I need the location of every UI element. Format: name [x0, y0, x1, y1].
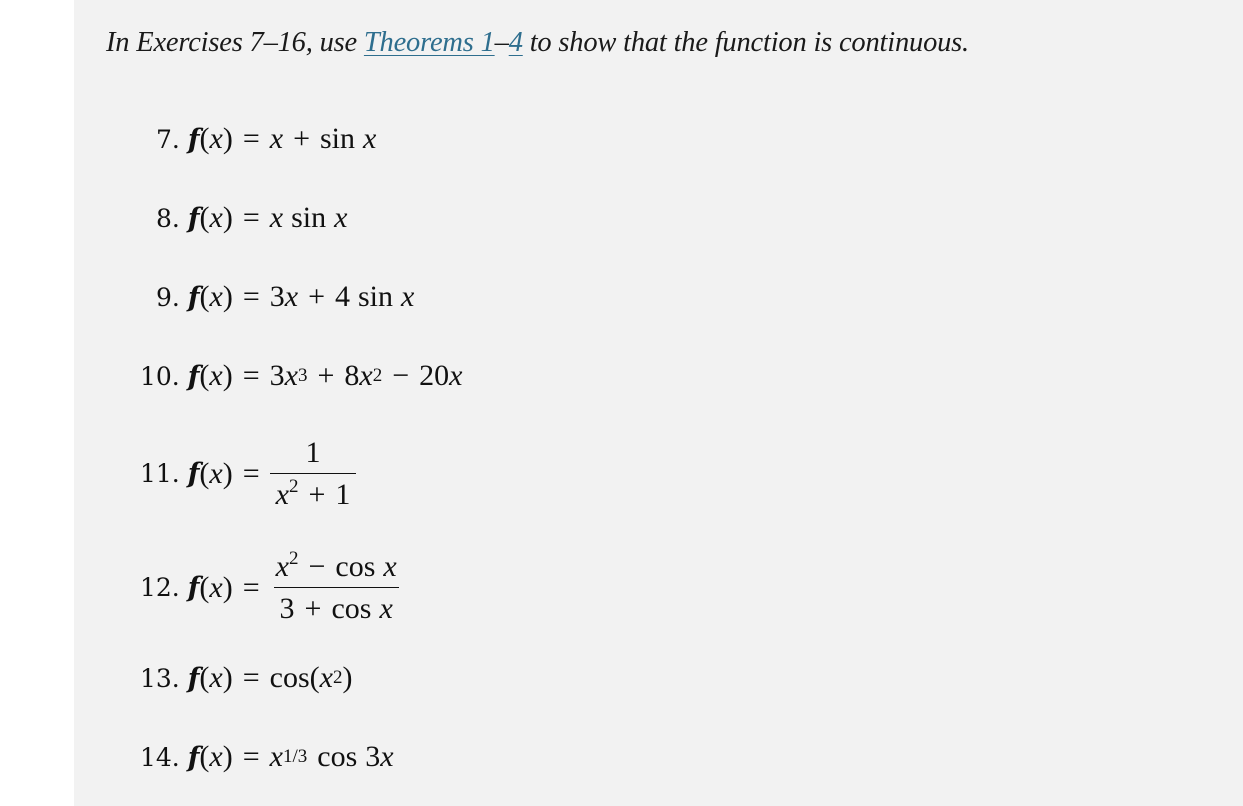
exercise-9 [156, 280, 414, 314]
exercise-10 [140, 359, 462, 393]
exercise-number: 13. [140, 663, 180, 693]
exercise-formula: f ( x ) = cos( x 2 ) [187, 661, 353, 694]
intro-instructions [106, 27, 969, 59]
exercise-number: 11. [140, 459, 180, 488]
fraction: $\frac{1}{x^2 + 1}$ [270, 436, 357, 511]
exercise-number: 12. [140, 573, 180, 602]
intro-text-start: In Exercises 7–16, use [106, 27, 364, 58]
exercise-formula: f ( x ) = x + sin x [187, 122, 377, 155]
intro-dash: – [494, 27, 509, 58]
exercise-formula: f ( x ) = $\frac{x^2 - \cos x}{\text{3 + cos x}}$ [188, 550, 403, 625]
exercise-11 [140, 436, 356, 511]
theorems-link[interactable]: Theorems 1 [363, 27, 495, 58]
exercise-formula: f ( x ) = x 1/3 cos 3 x [187, 740, 394, 773]
exercise-14 [140, 740, 394, 774]
exercise-13 [140, 661, 352, 695]
exercise-number: 8. [156, 203, 180, 233]
fraction: $\frac{x^2 - \cos x}{\text{3 + cos x}}$ [270, 550, 403, 625]
theorem-4-link[interactable]: 4 [508, 27, 523, 58]
exercise-formula: f ( x ) = 3 x + 4 sin x [187, 280, 415, 313]
exercise-number: 14. [140, 742, 180, 772]
exercise-page [74, 0, 1243, 806]
exercise-number: 7. [156, 124, 180, 154]
exercise-formula: f ( x ) = x sin x [187, 201, 348, 234]
exercise-number: 10. [140, 361, 180, 391]
exercise-7 [156, 122, 376, 156]
exercise-8 [156, 201, 347, 235]
exercise-formula: f ( x ) = $\frac{1}{x^2 + 1}$ [188, 436, 357, 511]
intro-text-end: to show that the function is continuous. [522, 27, 969, 58]
exercise-formula: f ( x ) = 3 x 3 + 8 x 2 − 20 x [187, 359, 463, 392]
exercise-12 [140, 550, 403, 625]
exercise-number: 9. [156, 282, 180, 312]
